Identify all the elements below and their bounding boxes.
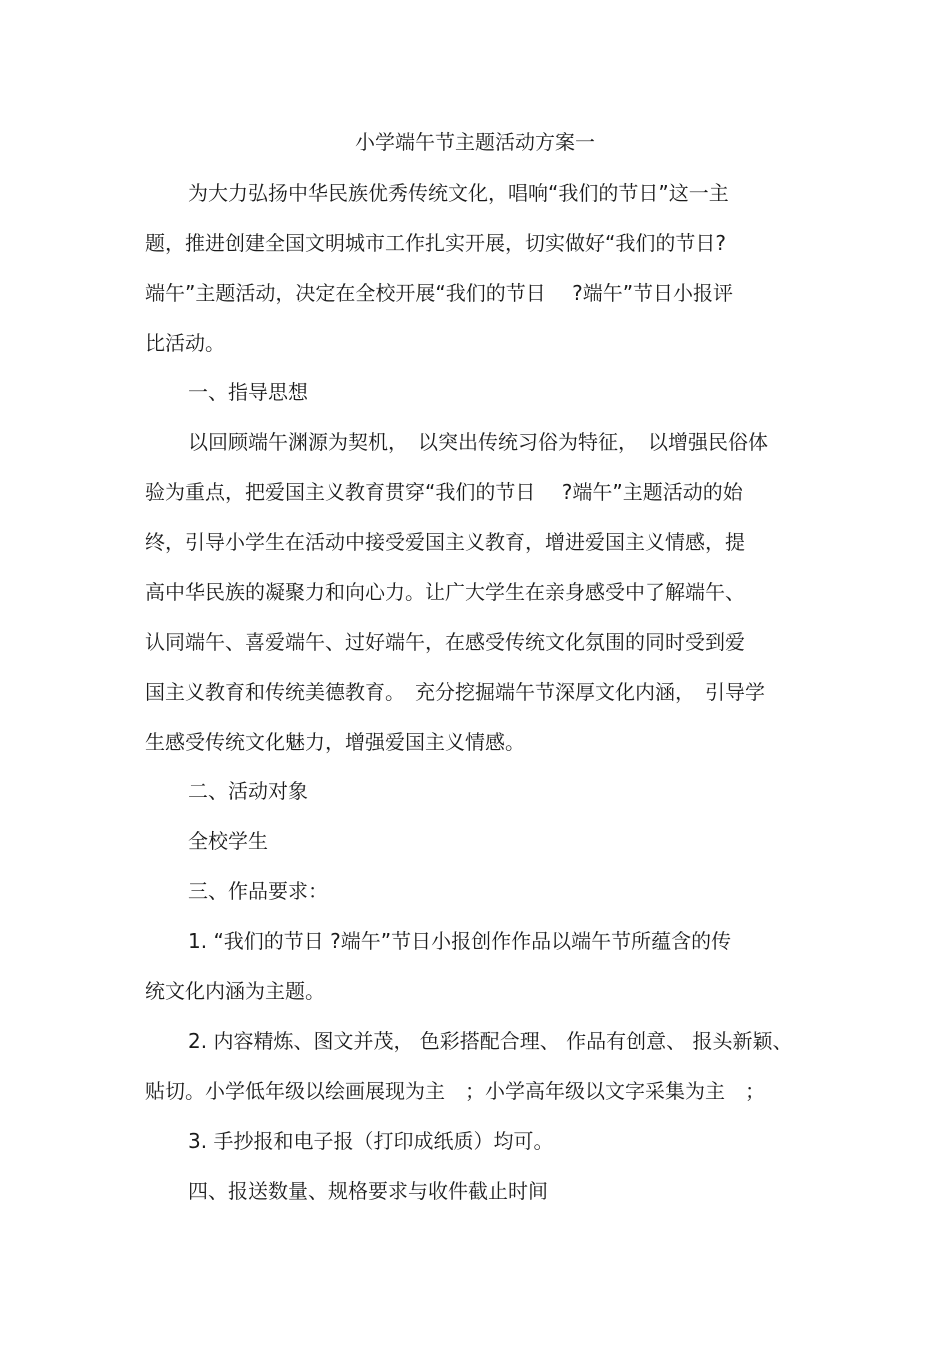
paragraph-line: 3. 手抄报和电子报（打印成纸质）均可。 <box>188 1129 554 1153</box>
document-title: 小学端午节主题活动方案一 <box>355 130 595 154</box>
paragraph-line: 认同端午、喜爱端午、过好端午，在感受传统文化氛围的同时受到爱 <box>145 630 745 654</box>
section-heading: 三、作品要求： <box>188 879 328 903</box>
paragraph-line: 比活动。 <box>145 331 225 355</box>
section-heading: 一、指导思想 <box>188 380 308 404</box>
paragraph-line: 端午”主题活动，决定在全校开展“我们的节日 ?端午”节日小报评 <box>145 281 734 305</box>
paragraph-line: 以回顾端午渊源为契机， 以突出传统习俗为特征， 以增强民俗体 <box>188 430 768 454</box>
paragraph-line: 为大力弘扬中华民族优秀传统文化，唱响“我们的节日”这一主 <box>188 181 729 205</box>
paragraph-line: 2. 内容精炼、图文并茂， 色彩搭配合理、 作品有创意、 报头新颖、 <box>188 1029 793 1053</box>
section-heading: 二、活动对象 <box>188 779 308 803</box>
paragraph-line: 全校学生 <box>188 829 268 853</box>
paragraph-line: 生感受传统文化魅力，增强爱国主义情感。 <box>145 730 525 754</box>
section-heading: 四、报送数量、规格要求与收件截止时间 <box>188 1179 548 1203</box>
paragraph-line: 国主义教育和传统美德教育。 充分挖掘端午节深厚文化内涵， 引导学 <box>145 680 765 704</box>
paragraph-line: 高中华民族的凝聚力和向心力。让广大学生在亲身感受中了解端午、 <box>145 580 745 604</box>
paragraph-line: 统文化内涵为主题。 <box>145 979 325 1003</box>
paragraph-line: 验为重点，把爱国主义教育贯穿“我们的节日 ?端午”主题活动的始 <box>145 480 743 504</box>
paragraph-line: 1. “我们的节日 ?端午”节日小报创作作品以端午节所蕴含的传 <box>188 929 732 953</box>
paragraph-line: 终，引导小学生在活动中接受爱国主义教育，增进爱国主义情感，提 <box>145 530 745 554</box>
paragraph-line: 题，推进创建全国文明城市工作扎实开展，切实做好“我们的节日? <box>145 231 726 255</box>
paragraph-line: 贴切。小学低年级以绘画展现为主 ；小学高年级以文字采集为主 ； <box>145 1079 765 1103</box>
